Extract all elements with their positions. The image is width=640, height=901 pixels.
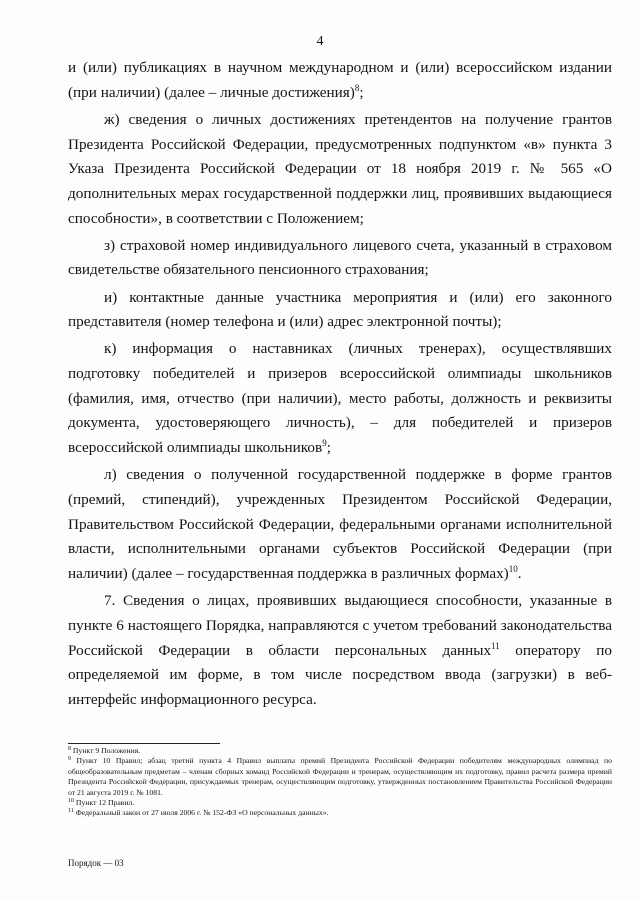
footnote-ref: 11 [491, 640, 500, 651]
footnote-ref: 8 [354, 82, 360, 93]
page-code: Порядок — 03 [68, 858, 124, 868]
paragraph-item-l: л) сведения о полученной государственной поддержке в форме грантов (премий, стипендий), учрежденных Президентом Российской Федерации, Правительством Российской Федерации, федеральными органами исполнительной власти, исполнительными органами субъектов Российской Федерации (при наличии) (далее – государственная поддержка в различных формах)$^{10}$. [68, 466, 612, 583]
footnote: $^8$ Пункт 9 Положения. [68, 746, 141, 755]
footnote: $^9$ Пункт 10 Правил; абзац третий пункта 4 Правил выплаты премий Президента Российской Федерации победителям международных олимпиад по общеобразовательным предметам – членам сборных команд Российской Федерации и тренерам, осуществляющим их подготовку, правил расчета размера премий Президента Российской Федерации, присуждаемых тренерам, осуществляющим подготовку, утвержденных постановлением Правительства Российской Федерации от 21 августа 2019 г. № 1081. [68, 756, 612, 797]
footnote: $^{11}$ Федеральный закон от 27 июля 2006 г. № 152-ФЗ «О персональных данных». [68, 808, 329, 818]
paragraph-item-i: и) контактные данные участника мероприятия и (или) его законного представителя (номер телефона и (или) адрес электронной почты); [68, 288, 612, 331]
footnote-ref: 9 [322, 438, 327, 449]
paragraph-item-z: з) страховой номер индивидуального лицевого счета, указанный в страховом свидетельстве обязательного пенсионного страхования; [68, 236, 612, 279]
footnotes [68, 746, 612, 819]
footnote: $^{10}$ Пункт 12 Правил. [68, 798, 135, 808]
footnote-separator [68, 743, 220, 744]
paragraph-item-zh: ж) сведения о личных достижениях претендентов на получение грантов Президента Российской Федерации, предусмотренных подпунктом «в» пункта 3 Указа Президента Российской Федерации от 18 ноября 2019 г. № 565 «О дополнительных мерах государственной поддержки лиц, проявивших выдающиеся способности», в соответствии с Положением; [68, 110, 612, 227]
paragraph-continuation: и (или) публикациях в научном международном и (или) всероссийском издании (при наличии) (далее – личные достижения)$^8$; [68, 59, 612, 101]
document-body [68, 56, 612, 713]
footnote-ref: 10 [508, 564, 518, 575]
paragraph-section-7: 7. Сведения о лицах, проявивших выдающиеся способности, указанные в пункте 6 настоящего Порядка, направляются с учетом требований законодательства Российской Федерации в области персональных данных$^{11}$ оператору по определяемой им форме, в том числе посредством ввода (загрузки) в веб-интерфейс информационного ресурса. [68, 592, 612, 708]
paragraph-item-k: к) информация о наставниках (личных тренерах), осуществлявших подготовку победителей и призеров всероссийской олимпиады школьников (фамилия, имя, отчество (при наличии), место работы, должность и реквизиты документа, удостоверяющего личность), – для победителей и призеров всероссийской олимпиады школьников$^9$; [68, 340, 612, 457]
page-number: 4 [316, 34, 324, 49]
